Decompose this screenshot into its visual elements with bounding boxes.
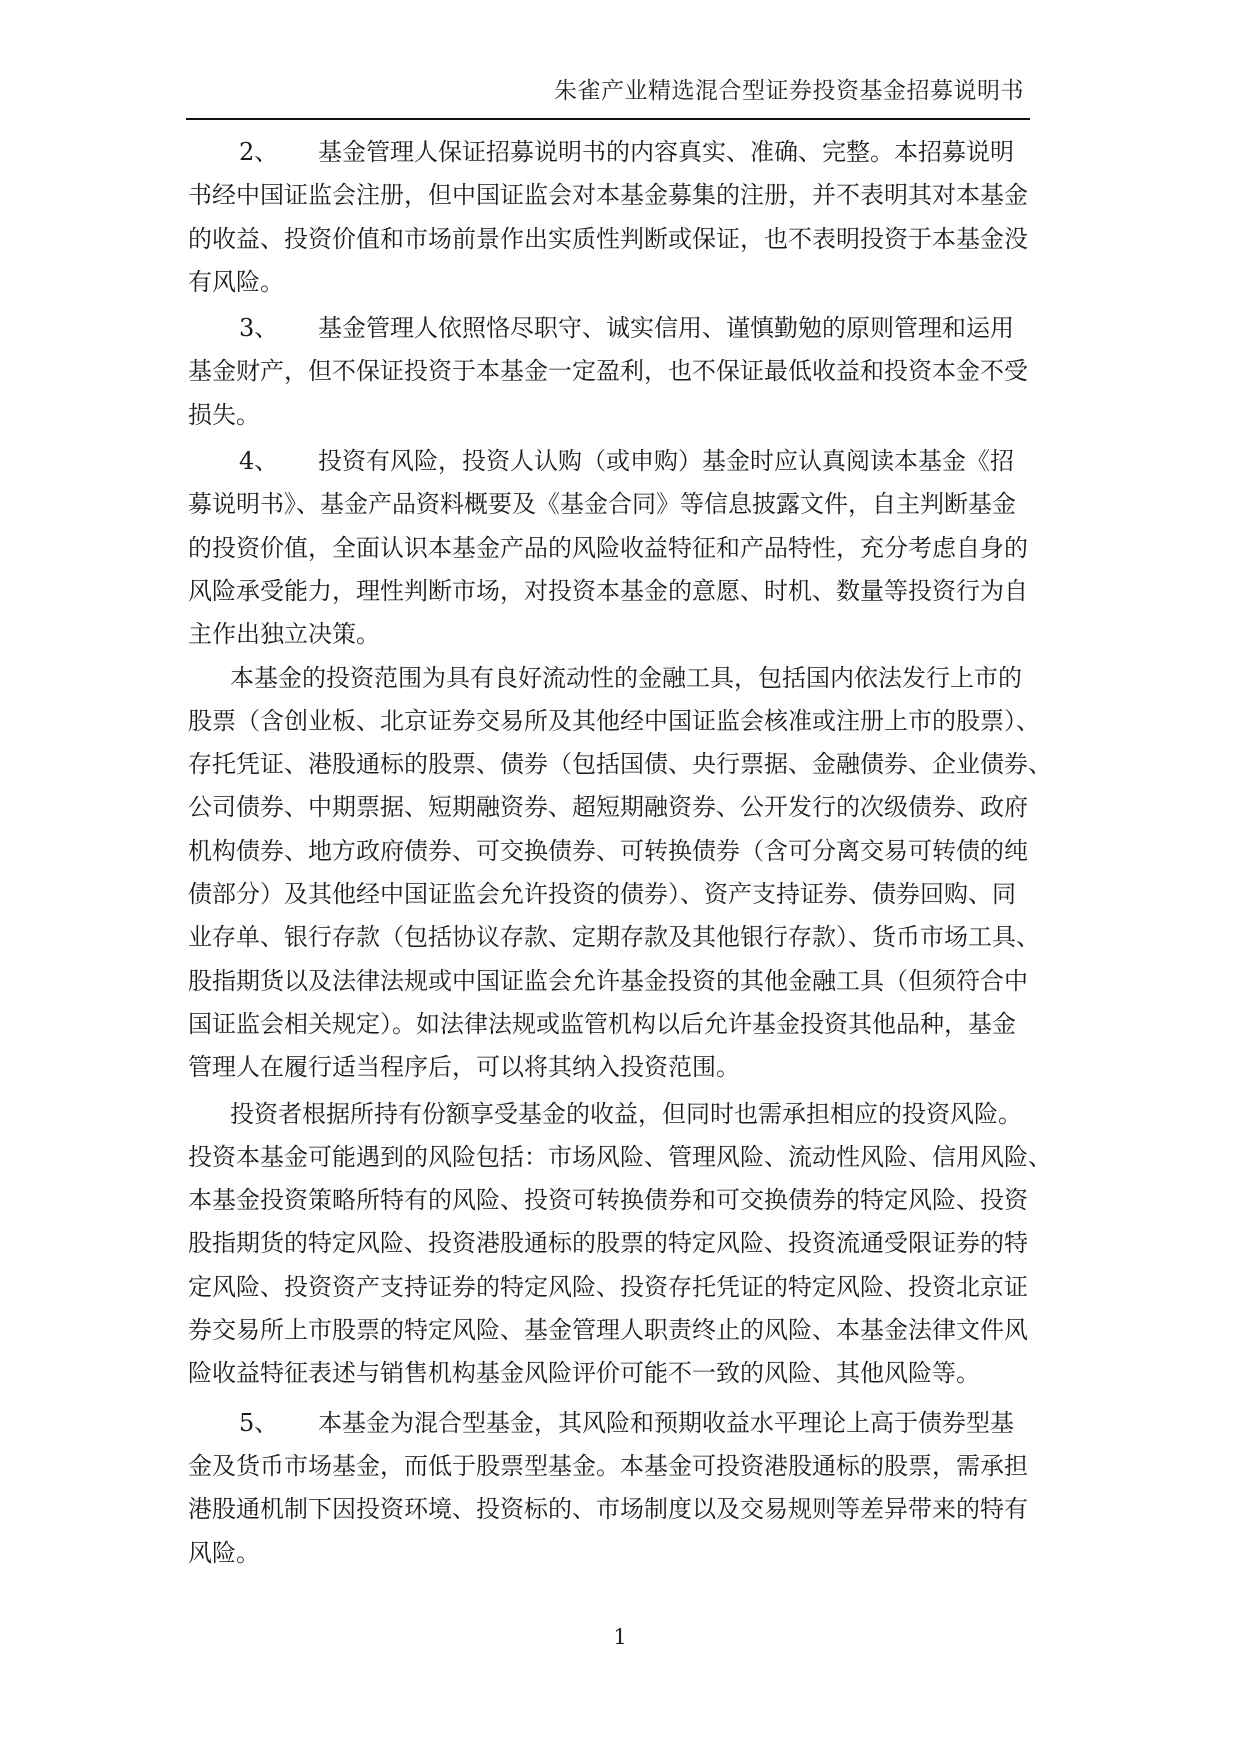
text-line: 风险承受能力，理性判断市场，对投资本基金的意愿、时机、数量等投资行为自 bbox=[188, 576, 1028, 605]
text-line: 基金财产，但不保证投资于本基金一定盈利，也不保证最低收益和投资本金不受 bbox=[188, 357, 1028, 386]
text-line: 投资有风险，投资人认购（或申购）基金时应认真阅读本基金《招 bbox=[318, 447, 1014, 476]
text-line: 存托凭证、港股通标的股票、债券（包括国债、央行票据、金融债券、企业债券、 bbox=[188, 750, 1052, 779]
paragraph-item-5 bbox=[188, 1402, 1068, 1575]
text-line: 投资本基金可能遇到的风险包括：市场风险、管理风险、流动性风险、信用风险、 bbox=[188, 1142, 1052, 1171]
text-line: 业存单、银行存款（包括协议存款、定期存款及其他银行存款）、货币市场工具、 bbox=[188, 923, 1040, 952]
paragraph-risks bbox=[188, 1093, 1068, 1396]
text-line: 风险。 bbox=[188, 1538, 260, 1567]
text-line: 的收益、投资价值和市场前景作出实质性判断或保证，也不表明投资于本基金没 bbox=[188, 224, 1028, 253]
text-line: 损失。 bbox=[188, 400, 260, 429]
text-line: 港股通机制下因投资环境、投资标的、市场制度以及交易规则等差异带来的特有 bbox=[188, 1495, 1028, 1524]
item-number: 4、 bbox=[239, 447, 279, 476]
text-line: 股指期货的特定风险、投资港股通标的股票的特定风险、投资流通受限证券的特 bbox=[188, 1229, 1028, 1258]
text-line: 本基金投资策略所特有的风险、投资可转换债券和可交换债券的特定风险、投资 bbox=[188, 1186, 1028, 1215]
document-body bbox=[188, 131, 1068, 1575]
text-line: 金及货币市场基金，而低于股票型基金。本基金可投资港股通标的股票，需承担 bbox=[188, 1451, 1028, 1480]
text-line: 管理人在履行适当程序后，可以将其纳入投资范围。 bbox=[188, 1053, 740, 1082]
text-line: 股票（含创业板、北京证券交易所及其他经中国证监会核准或注册上市的股票）、 bbox=[188, 706, 1040, 735]
paragraph-investment-scope bbox=[188, 657, 1068, 1090]
text-line: 募说明书》、基金产品资料概要及《基金合同》等信息披露文件，自主判断基金 bbox=[188, 490, 1016, 519]
text-line: 投资者根据所持有份额享受基金的收益，但同时也需承担相应的投资风险。 bbox=[230, 1099, 1022, 1128]
text-line: 本基金的投资范围为具有良好流动性的金融工具，包括国内依法发行上市的 bbox=[230, 663, 1022, 692]
text-line: 国证监会相关规定）。如法律法规或监管机构以后允许基金投资其他品种，基金 bbox=[188, 1009, 1016, 1038]
text-line: 券交易所上市股票的特定风险、基金管理人职责终止的风险、本基金法律文件风 bbox=[188, 1316, 1028, 1345]
text-line: 公司债券、中期票据、短期融资券、超短期融资券、公开发行的次级债券、政府 bbox=[188, 793, 1028, 822]
paragraph-item-3 bbox=[188, 307, 1068, 437]
item-number: 5、 bbox=[239, 1408, 279, 1437]
text-line: 基金管理人依照恪尽职守、诚实信用、谨慎勤勉的原则管理和运用 bbox=[318, 314, 1014, 343]
text-line: 基金管理人保证招募说明书的内容真实、准确、完整。本招募说明 bbox=[318, 138, 1014, 166]
text-line: 债部分）及其他经中国证监会允许投资的债券）、资产支持证券、债券回购、同 bbox=[188, 880, 1016, 909]
text-line: 书经中国证监会注册，但中国证监会对本基金募集的注册，并不表明其对本基金 bbox=[188, 181, 1028, 210]
text-line: 主作出独立决策。 bbox=[188, 620, 380, 649]
item-number: 3、 bbox=[239, 314, 279, 343]
text-line: 的投资价值，全面认识本基金产品的风险收益特征和产品特性，充分考虑自身的 bbox=[188, 533, 1028, 562]
text-line: 机构债券、地方政府债券、可交换债券、可转换债券（含可分离交易可转债的纯 bbox=[188, 836, 1028, 865]
text-line: 本基金为混合型基金，其风险和预期收益水平理论上高于债券型基 bbox=[318, 1408, 1014, 1437]
document-title: 朱雀产业精选混合型证券投资基金招募说明书 bbox=[554, 78, 1024, 104]
text-line: 定风险、投资资产支持证券的特定风险、投资存托凭证的特定风险、投资北京证 bbox=[188, 1272, 1028, 1301]
text-line: 险收益特征表述与销售机构基金风险评价可能不一致的风险、其他风险等。 bbox=[188, 1359, 980, 1388]
text-line: 有风险。 bbox=[188, 267, 284, 296]
paragraph-item-2 bbox=[188, 131, 1068, 304]
text-line: 股指期货以及法律法规或中国证监会允许基金投资的其他金融工具（但须符合中 bbox=[188, 966, 1028, 995]
paragraph-item-4 bbox=[188, 440, 1068, 656]
item-number: 2、 bbox=[239, 138, 279, 166]
page-number: 1 bbox=[613, 1625, 627, 1649]
header-divider bbox=[186, 118, 1030, 120]
